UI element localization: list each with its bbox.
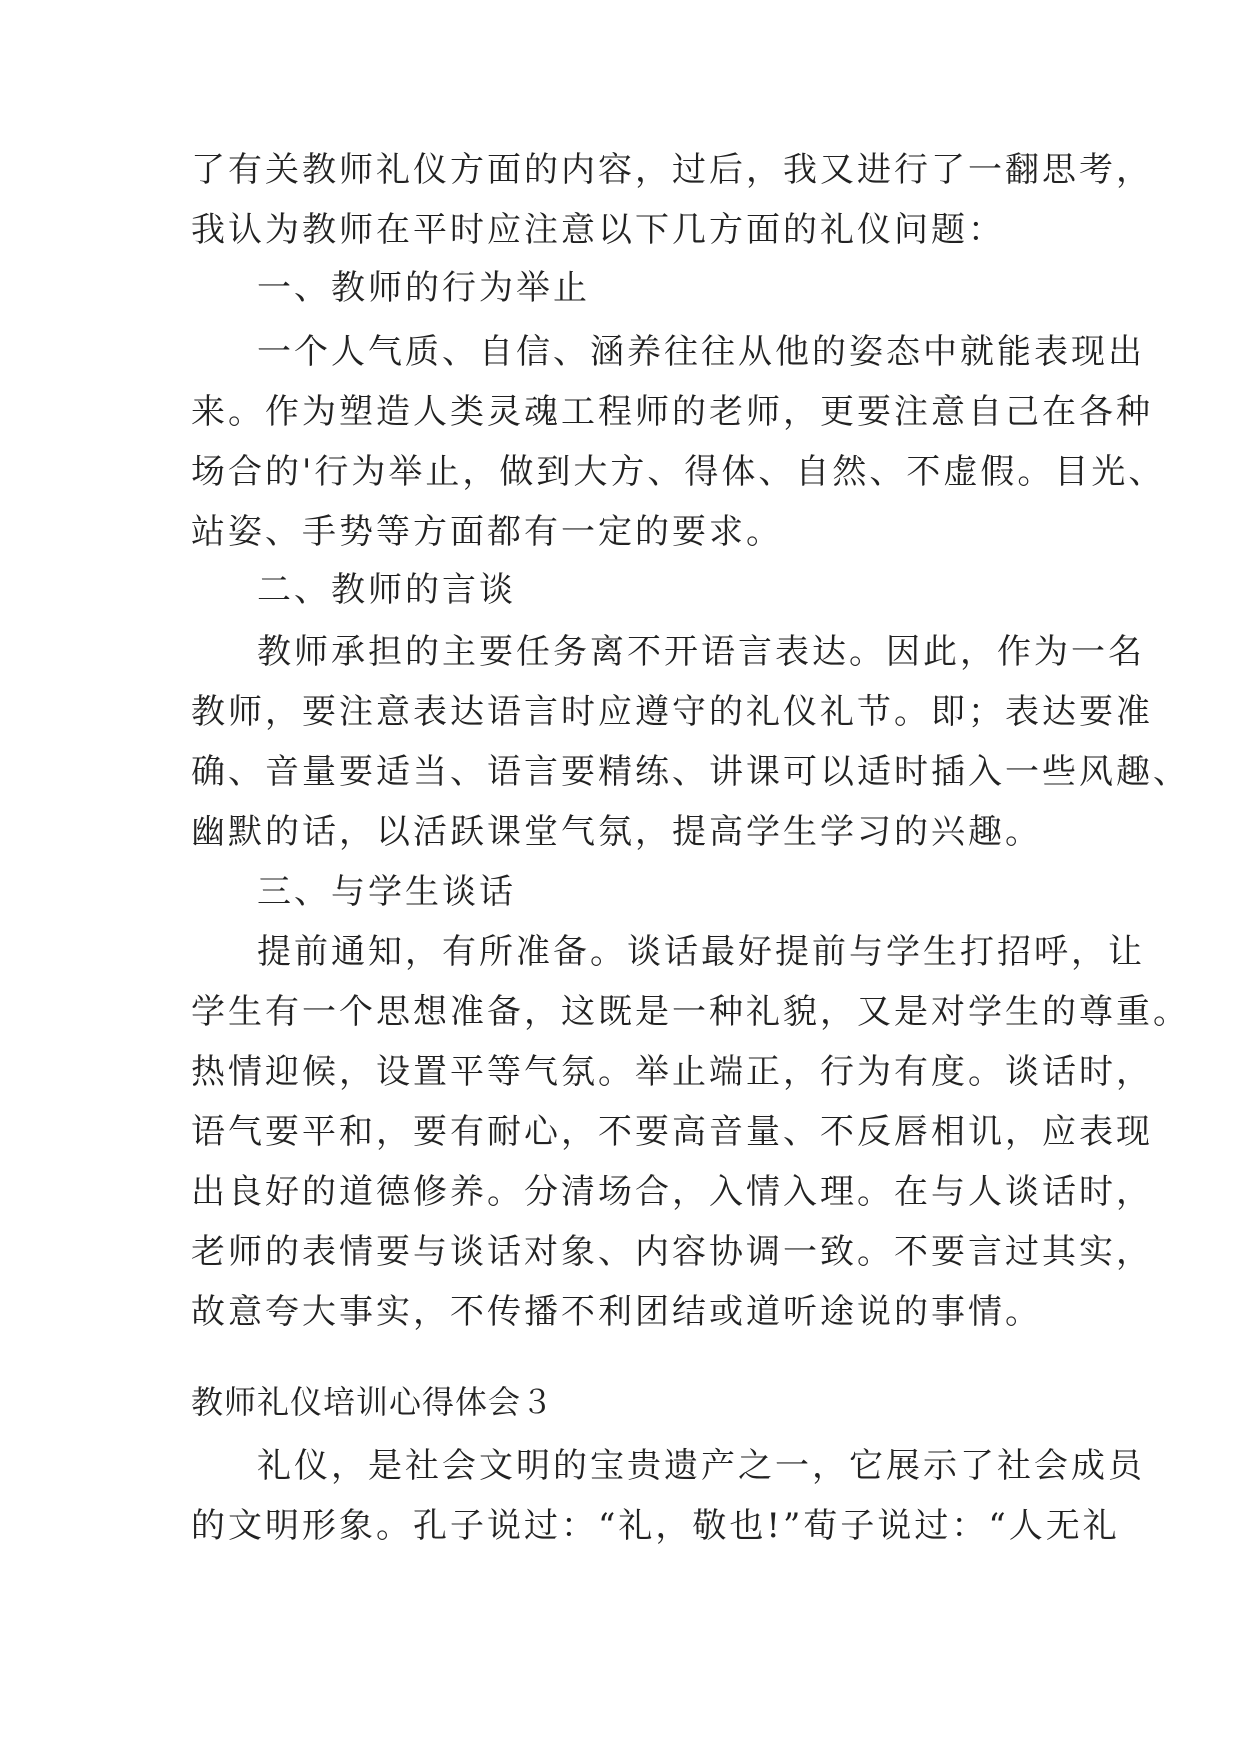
paragraph-line: 老师的表情要与谈话对象、内容协调一致。不要言过其实， [191,1232,1153,1272]
paragraph-line: 语气要平和，要有耐心，不要高音量、不反唇相讥，应表现 [191,1112,1153,1152]
paragraph-line: 幽默的话，以活跃课堂气氛，提高学生学习的兴趣。 [191,812,1042,852]
paragraph-line: 我认为教师在平时应注意以下几方面的礼仪问题： [191,210,1005,250]
paragraph-line: 提前通知，有所准备。谈话最好提前与学生打招呼，让 [257,932,1145,972]
section-heading: 三、与学生谈话 [257,872,516,912]
paragraph-line: 热情迎候，设置平等气氛。举止端正，行为有度。谈话时， [191,1052,1153,1092]
paragraph-line: 的文明形象。孔子说过：“礼，敬也!”荀子说过：“人无礼 [191,1506,1120,1546]
paragraph-line: 教师承担的主要任务离不开语言表达。因此，作为一名 [257,632,1145,672]
paragraph-line: 站姿、手势等方面都有一定的要求。 [191,512,783,552]
section-heading: 二、教师的言谈 [257,570,516,610]
paragraph-line: 出良好的道德修养。分清场合，入情入理。在与人谈话时， [191,1172,1153,1212]
document-title: 教师礼仪培训心得体会３ [191,1383,555,1421]
paragraph-line: 教师，要注意表达语言时应遵守的礼仪礼节。即；表达要准 [191,692,1153,732]
paragraph-line: 来。作为塑造人类灵魂工程师的老师，更要注意自己在各种 [191,392,1153,432]
paragraph-line: 一个人气质、自信、涵养往往从他的姿态中就能表现出 [257,332,1145,372]
paragraph-line: 故意夸大事实，不传播不利团结或道听途说的事情。 [191,1292,1042,1332]
paragraph-line: 学生有一个思想准备，这既是一种礼貌，又是对学生的尊重。 [191,992,1190,1032]
paragraph-line: 场合的'行为举止，做到大方、得体、自然、不虚假。目光、 [191,452,1166,492]
paragraph-line: 确、音量要适当、语言要精练、讲课可以适时插入一些风趣、 [191,752,1190,792]
paragraph-line: 礼仪，是社会文明的宝贵遗产之一，它展示了社会成员 [257,1446,1145,1486]
section-heading: 一、教师的行为举止 [257,268,590,308]
paragraph-line: 了有关教师礼仪方面的内容，过后，我又进行了一翻思考， [191,150,1153,190]
